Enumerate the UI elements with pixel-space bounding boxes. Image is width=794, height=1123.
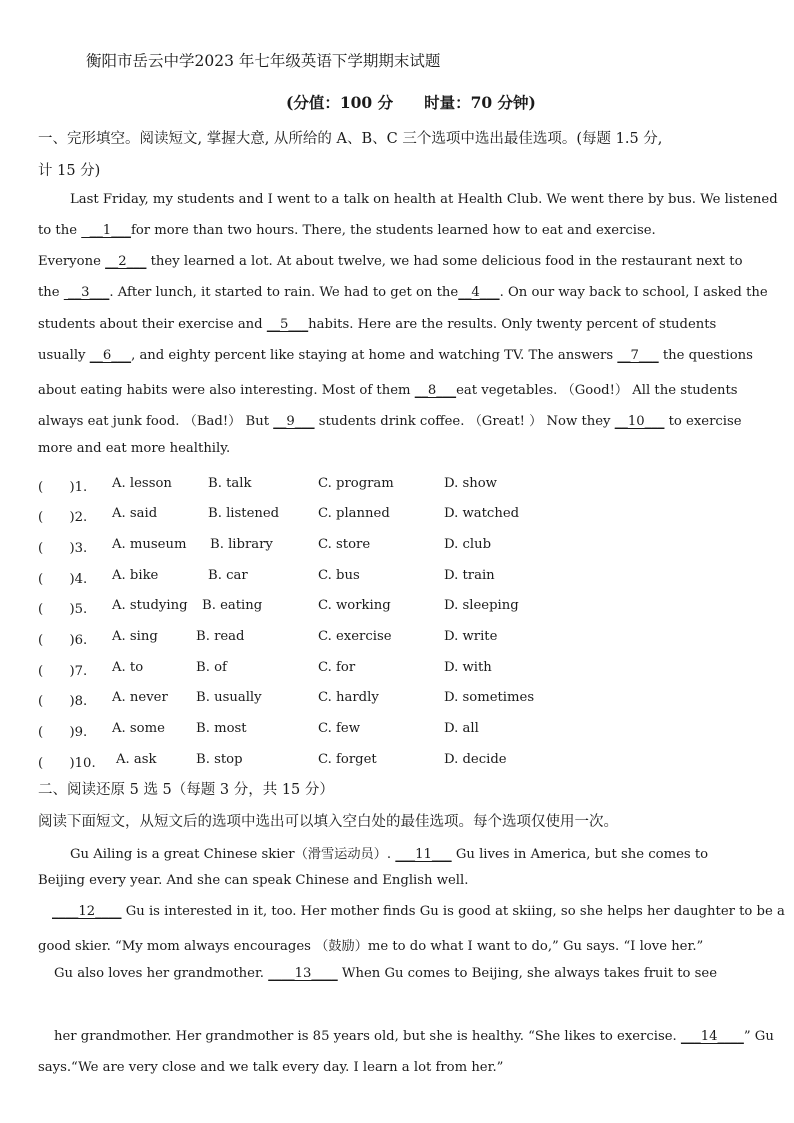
question-row bbox=[0, 476, 794, 496]
question-number: ( )7. bbox=[38, 664, 88, 679]
blank-13: ____13____ bbox=[268, 966, 338, 981]
passage-line: Beijing every year. And she can speak Chinese and English well. bbox=[38, 873, 469, 888]
option-c: C. hardly bbox=[318, 690, 379, 705]
blank-3: __3___ bbox=[63, 285, 110, 300]
option-d: D. with bbox=[444, 660, 492, 675]
option-d: D. watched bbox=[444, 506, 520, 521]
option-d: D. decide bbox=[444, 752, 507, 767]
option-c: C. few bbox=[318, 721, 360, 736]
blank-11: ___11___ bbox=[395, 847, 452, 862]
blank-10: __10___ bbox=[614, 414, 665, 429]
option-c: C. working bbox=[318, 598, 391, 613]
option-a: A. never bbox=[112, 690, 168, 705]
option-d: D. write bbox=[444, 629, 498, 644]
option-a: A. bike bbox=[112, 568, 159, 583]
blank-8: __8___ bbox=[414, 383, 457, 398]
blank-2: __2___ bbox=[105, 254, 147, 269]
passage-line: says.“We are very close and we talk every day. I learn a lot from her.” bbox=[38, 1060, 504, 1075]
option-b: B. listened bbox=[208, 506, 280, 521]
option-b: B. talk bbox=[208, 476, 252, 491]
passage-line: Last Friday, my students and I went to a talk on health at Health Club. We went there by bus. We listened bbox=[70, 192, 778, 207]
option-c: C. planned bbox=[318, 506, 390, 521]
section2-instruction: 阅读下面短文，从短文后的选项中选出可以填入空白处的最佳选项。每个选项仅使用一次。 bbox=[38, 814, 618, 830]
question-number: ( )2. bbox=[38, 510, 88, 525]
passage-line: Gu Ailing is a great Chinese skier（滑雪运动员）. ___11___ Gu lives in America, but she comes to bbox=[70, 847, 709, 862]
question-row bbox=[0, 660, 794, 680]
option-b: B. library bbox=[210, 537, 273, 552]
blank-6: __6___ bbox=[89, 348, 132, 363]
question-row bbox=[0, 598, 794, 618]
option-b: B. stop bbox=[196, 752, 243, 767]
question-number: ( )8. bbox=[38, 694, 88, 709]
blank-7: __7___ bbox=[617, 348, 659, 363]
question-number: ( )9. bbox=[38, 725, 88, 740]
option-b: B. most bbox=[196, 721, 247, 736]
option-a: A. museum bbox=[112, 537, 187, 552]
question-row bbox=[0, 568, 794, 588]
exam-title: 衡阳市岳云中学2023 年七年级英语下学期期末试题 bbox=[86, 52, 441, 70]
question-number: ( )3. bbox=[38, 541, 88, 556]
blank-14: ___14____ bbox=[680, 1029, 744, 1044]
option-c: C. exercise bbox=[318, 629, 392, 644]
option-c: C. bus bbox=[318, 568, 360, 583]
option-a: A. lesson bbox=[112, 476, 172, 491]
blank-5: __5___ bbox=[266, 317, 309, 332]
passage-line: about eating habits were also interesting. Most of them __8___eat vegetables. （Good!） All the students bbox=[38, 383, 738, 398]
option-a: A. said bbox=[112, 506, 158, 521]
question-row bbox=[0, 752, 794, 772]
passage-line: her grandmother. Her grandmother is 85 years old, but she is healthy. “She likes to exercise. ___14____” Gu bbox=[54, 1029, 774, 1044]
passage-line: to the __1___for more than two hours. There, the students learned how to eat and exercise. bbox=[38, 223, 656, 238]
option-b: B. car bbox=[208, 568, 248, 583]
question-number: ( )4. bbox=[38, 572, 88, 587]
question-row bbox=[0, 721, 794, 741]
section1-heading: 一、完形填空。阅读短文, 掌握大意, 从所给的 A、B、C 三个选项中选出最佳选项。(每题 1.5 分, bbox=[38, 131, 663, 147]
question-number: ( )10. bbox=[38, 756, 96, 771]
option-d: D. all bbox=[444, 721, 479, 736]
option-c: C. forget bbox=[318, 752, 377, 767]
section2-heading: 二、阅读还原 5 选 5（每题 3 分，共 15 分） bbox=[38, 782, 334, 798]
option-a: A. sing bbox=[112, 629, 158, 644]
passage-line: students about their exercise and __5___habits. Here are the results. Only twenty percent of students bbox=[38, 317, 717, 332]
question-row bbox=[0, 629, 794, 649]
passage-line: usually __6___, and eighty percent like staying at home and watching TV. The answers __7___ the questions bbox=[38, 348, 753, 363]
exam-subtitle: (分值：100 分 时量：70 分钟) bbox=[286, 93, 536, 112]
blank-9: __9___ bbox=[273, 414, 315, 429]
option-a: A. to bbox=[112, 660, 144, 675]
question-row bbox=[0, 537, 794, 557]
passage-line: good skier. “My mom always encourages （鼓励）me to do what I want to do,” Gu says. “I love her.” bbox=[38, 939, 704, 954]
option-d: D. club bbox=[444, 537, 492, 552]
question-row bbox=[0, 690, 794, 710]
option-d: D. sometimes bbox=[444, 690, 535, 705]
option-b: B. eating bbox=[202, 598, 263, 613]
section1-heading-cont: 计 15 分) bbox=[38, 163, 101, 179]
passage-line: always eat junk food. （Bad!） But __9___ students drink coffee. （Great! ） Now they __10___ to exercise bbox=[38, 414, 742, 429]
option-d: D. sleeping bbox=[444, 598, 519, 613]
passage-line: more and eat more healthily. bbox=[38, 441, 231, 456]
passage-line: Gu also loves her grandmother. ____13____ When Gu comes to Beijing, she always takes fruit to see bbox=[54, 966, 718, 981]
passage-line: the __3___. After lunch, it started to rain. We had to get on the__4___. On our way back to school, I asked the bbox=[38, 285, 768, 300]
question-row bbox=[0, 506, 794, 526]
option-a: A. ask bbox=[116, 752, 157, 767]
passage-line: Everyone __2___ they learned a lot. At about twelve, we had some delicious food in the restaurant next to bbox=[38, 254, 743, 269]
option-c: C. program bbox=[318, 476, 394, 491]
option-d: D. show bbox=[444, 476, 497, 491]
passage-line: ____12____ Gu is interested in it, too. Her mother finds Gu is good at skiing, so she helps her daughter to be a bbox=[52, 904, 785, 919]
option-b: B. read bbox=[196, 629, 245, 644]
option-c: C. for bbox=[318, 660, 356, 675]
question-number: ( )1. bbox=[38, 480, 88, 495]
blank-1: __1___ bbox=[81, 223, 131, 238]
option-a: A. studying bbox=[112, 598, 188, 613]
question-number: ( )5. bbox=[38, 602, 88, 617]
blank-12: ____12____ bbox=[52, 904, 122, 919]
option-b: B. of bbox=[196, 660, 227, 675]
option-b: B. usually bbox=[196, 690, 262, 705]
blank-4: __4___ bbox=[458, 285, 500, 300]
option-a: A. some bbox=[112, 721, 165, 736]
question-number: ( )6. bbox=[38, 633, 88, 648]
option-c: C. store bbox=[318, 537, 371, 552]
option-d: D. train bbox=[444, 568, 495, 583]
